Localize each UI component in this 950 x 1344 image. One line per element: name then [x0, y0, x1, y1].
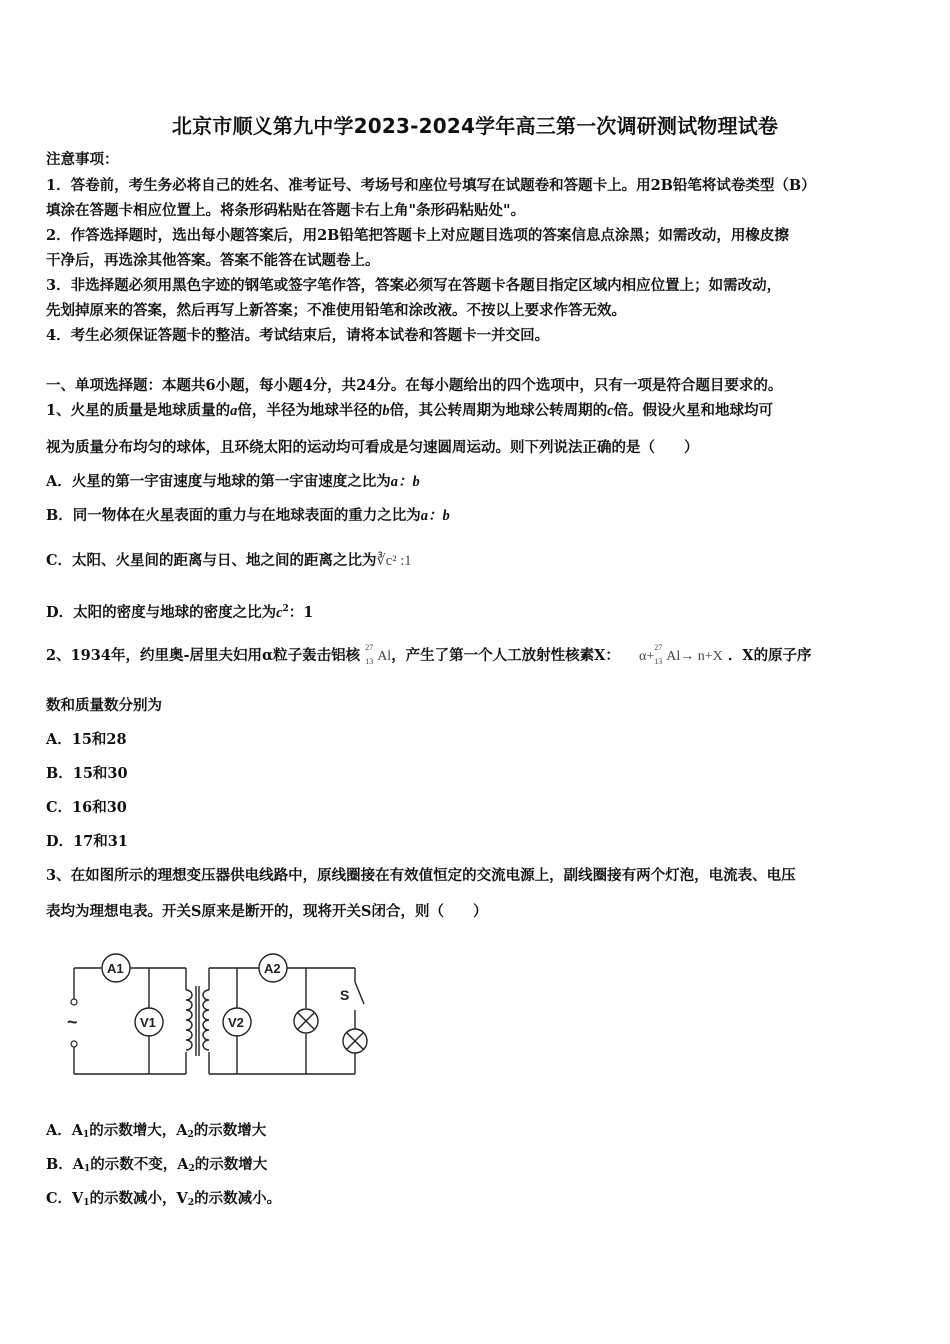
nuclear-equation: α+ 27 13 Al→ n+X — [639, 643, 723, 666]
q2-stem-line2: 数和质量数分别为 — [46, 697, 162, 714]
q1-stem-line2: 视为质量分布均匀的球体，且环绕太阳的运动均可看成是匀速圆周运动。则下列说法正确的是（ ） — [46, 439, 699, 456]
q2-stem-line1: 2、1934年，约里奥-居里夫妇用α粒子轰击铝核 27 13 Al，产生了第一个人工放射性核素X： α+ 27 13 Al→ n+X ．X的原子序 — [46, 643, 812, 666]
section-heading: 一、单项选择题：本题共6小题，每小题4分，共24分。在每小题给出的四个选项中，只有一项是符合题目要求的。 — [46, 377, 783, 394]
ammeter-a1-label: A1 — [107, 961, 124, 976]
switch-s-label: S — [340, 987, 350, 1003]
q3-option-c: C．V1的示数减小，V2的示数减小。 — [46, 1190, 282, 1208]
q3-option-a: A．A1的示数增大，A2的示数增大 — [46, 1122, 267, 1140]
q1-option-b: B．同一物体在火星表面的重力与在地球表面的重力之比为a：b — [46, 507, 450, 524]
q2-option-d: D．17和31 — [46, 833, 128, 850]
notice-line: 干净后，再选涂其他答案。答案不能答在试题卷上。 — [46, 252, 380, 269]
q2-option-c: C．16和30 — [46, 799, 127, 816]
aluminum-nucleus: 27 13 Al — [365, 643, 392, 666]
notice-line: 3．非选择题必须用黑色字迹的钢笔或签字笔作答，答案必须写在答题卡各题目指定区域内相应位置上；如需改动， — [46, 277, 782, 294]
notice-line: 先划掉原来的答案，然后再写上新答案；不准使用铅笔和涂改液。不按以上要求作答无效。 — [46, 302, 626, 319]
q1-option-d: D．太阳的密度与地球的密度之比为$c^2$：1 — [46, 604, 314, 621]
q3-stem-line1: 3、在如图所示的理想变压器供电线路中，原线圈接在有效值恒定的交流电源上，副线圈接有两个灯泡，电流表、电压 — [46, 867, 796, 884]
q2-option-a: A．15和28 — [46, 731, 127, 748]
notice-heading: 注意事项： — [46, 151, 119, 168]
notice-line: 4．考生必须保证答题卡的整洁。考试结束后，请将本试卷和答题卡一并交回。 — [46, 327, 550, 344]
ac-source-symbol: ~ — [67, 1012, 78, 1032]
q1-stem-line1: 1、火星的质量是地球质量的a倍，半径为地球半径的b倍，其公转周期为地球公转周期的c倍。假设火星和地球均可 — [46, 402, 774, 419]
notice-line: 1．答卷前，考生务必将自己的姓名、准考证号、考场号和座位号填写在试题卷和答题卡上。用2B铅笔将试卷类型（B） — [46, 177, 816, 194]
q2-option-b: B．15和30 — [46, 765, 128, 782]
voltmeter-v2-label: V2 — [228, 1015, 244, 1030]
transformer-circuit-diagram — [58, 946, 378, 1086]
q1-option-c: C．太阳、火星间的距离与日、地之间的距离之比为∛c² :1 — [46, 552, 412, 569]
q1-option-a: A．火星的第一宇宙速度与地球的第一宇宙速度之比为a：b — [46, 473, 420, 490]
notice-line: 2．作答选择题时，选出每小题答案后，用2B铅笔把答题卡上对应题目选项的答案信息点涂黑；如需改动，用橡皮擦 — [46, 227, 789, 244]
cube-root-expression: ∛c² :1 — [376, 553, 412, 569]
q3-stem-line2: 表均为理想电表。开关S原来是断开的，现将开关S闭合，则（ ） — [46, 903, 488, 920]
ammeter-a2-label: A2 — [264, 961, 281, 976]
notice-line: 填涂在答题卡相应位置上。将条形码粘贴在答题卡右上角"条形码粘贴处"。 — [46, 202, 526, 219]
q3-option-b: B．A1的示数不变，A2的示数增大 — [46, 1156, 268, 1174]
voltmeter-v1-label: V1 — [140, 1015, 156, 1030]
page-title: 北京市顺义第九中学2023-2024学年高三第一次调研测试物理试卷 — [171, 114, 779, 138]
